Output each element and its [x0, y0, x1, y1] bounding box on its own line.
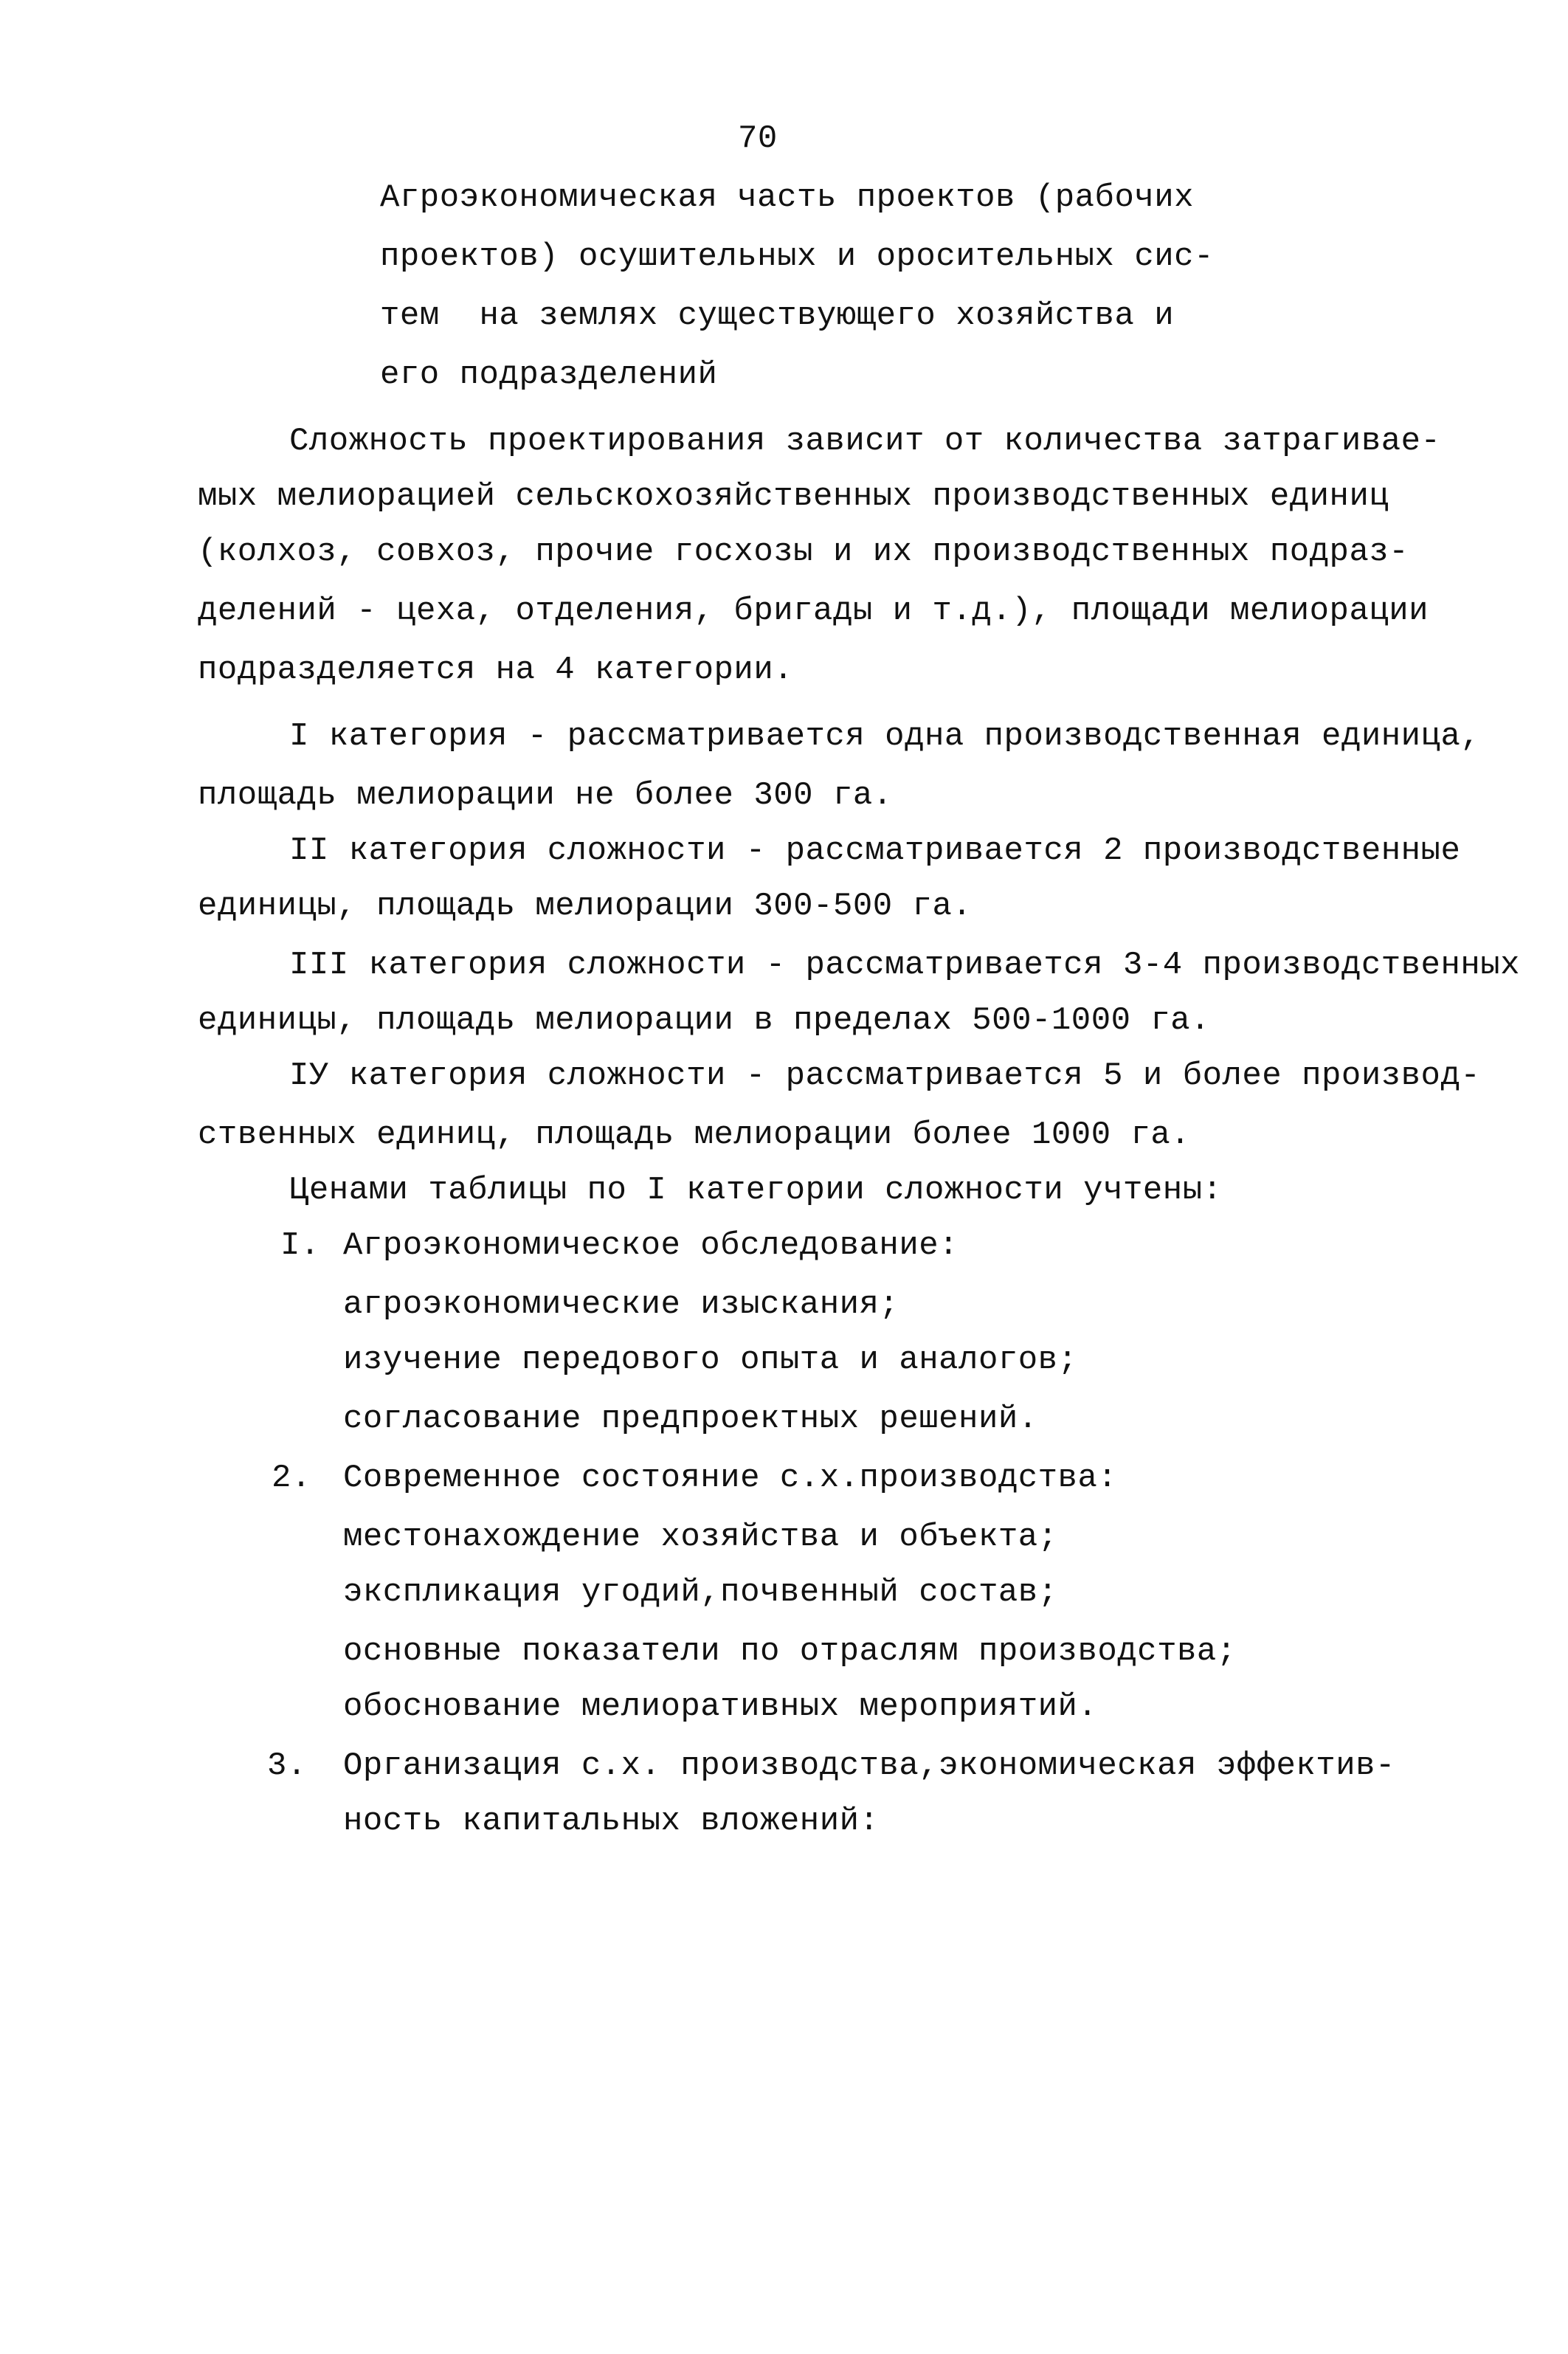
paragraph-line: единицы, площадь мелиорации в пределах 500-1000 га.: [198, 1002, 1211, 1039]
paragraph-line: мых мелиорацией сельскохозяйственных производственных единиц: [198, 478, 1389, 515]
paragraph-line: площадь мелиорации не более 300 га.: [198, 777, 893, 814]
item-subline: агроэкономические изыскания;: [343, 1286, 899, 1323]
paragraph-line: (колхоз, совхоз, прочие госхозы и их производственных подраз-: [198, 534, 1409, 570]
item-heading: Агроэкономическое обследование:: [343, 1227, 959, 1264]
item-subline: местонахождение хозяйства и объекта;: [343, 1519, 1058, 1556]
page-number: 70: [738, 120, 778, 157]
item-heading: Современное состояние с.х.производства:: [343, 1460, 1118, 1497]
paragraph-line: Сложность проектирования зависит от количества затрагивае-: [289, 423, 1441, 460]
item-subline: изучение передового опыта и аналогов;: [343, 1342, 1078, 1378]
item-subline: экспликация угодий,почвенный состав;: [343, 1574, 1058, 1611]
item-subline: ность капитальных вложений:: [343, 1803, 880, 1840]
paragraph-line: IУ категория сложности - рассматривается 5 и более производ-: [289, 1057, 1481, 1094]
item-subline: согласование предпроектных решений.: [343, 1401, 1038, 1437]
paragraph-line: делений - цеха, отделения, бригады и т.д.), площади мелиорации: [198, 593, 1429, 629]
title-line: тем на землях существующего хозяйства и: [380, 297, 1175, 334]
title-line: проектов) осушительных и оросительных сис-: [380, 238, 1214, 275]
paragraph-line: III категория сложности - рассматривается 3-4 производственных: [289, 947, 1521, 984]
title-line: Агроэкономическая часть проектов (рабочих: [380, 179, 1195, 216]
table-note: Ценами таблицы по I категории сложности учтены:: [289, 1172, 1223, 1209]
item-number: I.: [280, 1227, 320, 1264]
item-subline: обоснование мелиоративных мероприятий.: [343, 1688, 1098, 1725]
paragraph-line: II категория сложности - рассматривается 2 производственные: [289, 832, 1461, 869]
item-number: 2.: [272, 1460, 311, 1497]
item-subline: основные показатели по отраслям производства;: [343, 1633, 1237, 1670]
paragraph-line: подразделяется на 4 категории.: [198, 652, 794, 688]
paragraph-line: I категория - рассматривается одна производственная единица,: [289, 718, 1481, 755]
item-heading: Организация с.х. производства,экономическая эффектив-: [343, 1747, 1395, 1784]
paragraph-line: единицы, площадь мелиорации 300-500 га.: [198, 888, 973, 925]
paragraph-line: ственных единиц, площадь мелиорации более 1000 га.: [198, 1116, 1191, 1153]
item-number: 3.: [267, 1747, 307, 1784]
title-line: его подразделений: [380, 356, 718, 393]
